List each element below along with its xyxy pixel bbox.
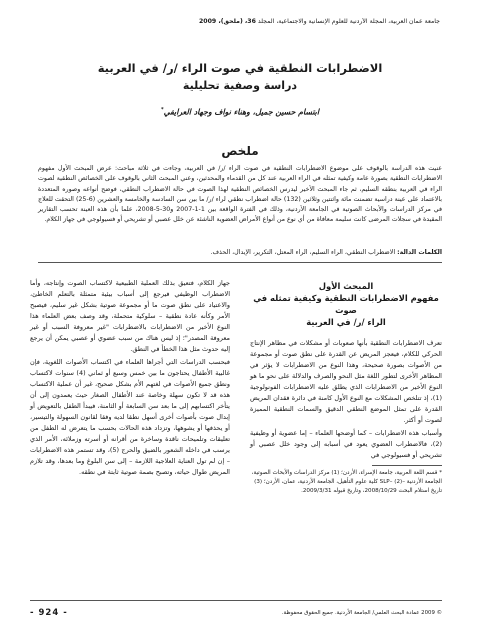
article-title: الاضطرابات النطقية في صوت الراء /ر/ في العربية bbox=[97, 61, 383, 75]
title-block bbox=[30, 60, 450, 117]
article-subtitle: دراسة وصفية تحليلية bbox=[182, 79, 298, 92]
running-header bbox=[30, 18, 440, 25]
keywords-label: الكلمات الدالة: bbox=[397, 249, 442, 256]
authors bbox=[30, 107, 450, 117]
footnotes: * قسم اللغة العربية، جامعة الإسراء، الأردن؛ (1) مركز الدراسات والأبحاث الصوتية، الجامعة الأردنية –SLP– (2) كلية علوم التأهيل، الجامعة الأردنية، عمان، الأردن؛ (3) تاريخ استلام البحث 2008/10/29، وتاريخ قبوله 2009/3/31. bbox=[251, 470, 442, 494]
column-right bbox=[250, 278, 442, 496]
paragraph: جهاز الكلام، فتعيق بذلك العملية الطبيعية لاكتساب الصوت وإنتاجه، وأما الاضطراب الوظيفي فيرجع إلى أسباب بيئية متمثلة بالتعلم الخاطئ، والاعتياد على نطق صوت ما أو مجموعة صوتية بشكل غير سليم، فيصبح الأمر وكأنه عادة نطقية – سلوكية متحملة، وقد وصف بعض العلماء هذا النوع الأخير من الاضطرابات بالاضطرابات "غير معروفة السبب أو غير معروفة المصدر"؛ إذ ليس هناك من سبب عضوي أو عصبي يمكن أن يرجع إليه حدوث مثل هذا الخطأ في النطق. bbox=[30, 279, 230, 353]
paragraph: وأسباب هذه الاضطرابات – كما أوضحها العلماء – إما عضوية أو وظيفية (2)، فالاضطراب العضوي يعود في أسبابه إلى وجود خلل عصبي أو تشريحي أو فسيولوجي في bbox=[250, 429, 442, 459]
paragraph: تعرف الاضطرابات النطقية بأنها صعوبات أو مشكلات في مظاهر الإنتاج الحركي للكلام، فيعجز المريض عن القدرة على نطق صوت أو مجموعة من الأصوات بصورة صحيحة، وهذا النوع من الاضطرابات لا يؤثر في المظاهر الأخرى لتطور اللغة مثل النحو والصرف والدلالة على نحو ما هو النوع الأخير من الاضطرابات الذي يطلق عليه الاضطرابات الفونولوجية (1)، إذ تتلخص المشكلات مع النوع الأول كامنة في دائرة فقدان المريض القدرة على تمثل الموضع النطقي الدقيق والسمات النطقية المميزة لصوت أو أكثر. bbox=[250, 339, 442, 424]
section-heading bbox=[250, 280, 442, 328]
abstract-heading: ملخص bbox=[221, 144, 259, 158]
page-footer bbox=[30, 606, 442, 620]
author-footnote-mark: * bbox=[160, 107, 164, 113]
page-number: - 924 - bbox=[30, 608, 68, 618]
copyright-notice: © 2009 عمادة البحث العلمي/ الجامعة الأردنية. جميع الحقوق محفوظة. bbox=[281, 610, 442, 616]
section-heading-line1: المبحث الأول bbox=[318, 281, 374, 291]
abstract-divider bbox=[38, 262, 442, 263]
keywords-list: الاضطراب النطقي، الراء السليم، الراء المعتل، التكرير، الإبدال، الحذف. bbox=[210, 249, 396, 256]
column-left bbox=[30, 278, 230, 480]
section-heading-line3: الراء /ر/ في العربية bbox=[306, 317, 386, 327]
section-heading-line2: مفهوم الاضطرابات النطقية وكيفية تمثله في صوت bbox=[253, 293, 439, 315]
footnote-divider bbox=[372, 465, 442, 466]
author-names: ابتسام حسين جميل، وهناء نواف وجهاد العرايفي bbox=[163, 107, 320, 117]
paragraph: فبحسب الدراسات التي أجراها العلماء في اكتساب الأصوات اللغوية، فإن غالبية الأطفال يحتاجون ما بين خمس وسبع أو ثماني (4) سنوات لاكتساب ونطق جميع الأصوات في لغتهم الأم بشكل صحيح، غير أن عملية الاكتساب هذه قد لا تكون سهلة وخاصة عند الأطفال الصغار حيث يعمدون إلى أن يتأخر اكتسابهم إلى ما بعد سن السابعة أو الثامنة، فيبدأ الطفل بالتعويض أو إبدال صوت بأصوات أخرى أسهل نطقا لديه وفقا لقانون السهولة والتيسير، أو يحذفها أو يشوهها، وتزداد هذه الحالات بحسب ما يتعرض له الطفل من تعليقات وتلميحات ناقدة وساخرة من أقرانه أو أسرته وزملائه، الأمر الذي يرسب في داخله الشعور بالضيق والحرج (5)، وقد تستمر هذه الاضطرابات – إن لم تول العناية العلاجية اللازمة – إلى سن البلوغ وما بعدها، وقد تلازم المريض طوال حياته، وتصبح بصمة صوتية ثابتة في نطقه. bbox=[30, 358, 230, 476]
header-journal: جامعة عمان العربية، المجلة الأردنية للعلوم الإنسانية والاجتماعية، المجلد bbox=[257, 18, 440, 25]
abstract-text: عنيت هذه الدراسة بالوقوف على موضوع الاضطرابات النطقية في صوت الراء /ر/ في العربية، وجاءت في ثلاثة مباحث: عرض المبحث الأول مفهوم الاضطرابات النطقية بصورة عامة وكيفية تمثله في الراء العربية عند كل من القدماء والمحدثين، وعني المبحث الثاني بالوقوف على الخصائص النطقية لصوت الراء في العربية بنطقه السليم، ثم جاء المبحث الأخير ليدرس الخصائص النطقية لهذا الصوت في حالة الاضطراب النطقي، فوضح أنواعه وصوره المتعددة بالاعتماد على عينة دراسية تضمنت مائة واثنتين وثلاثين (132) حالة اضطراب نطقي لراء /ر/ ما بين سن السادسة والخامسة والعشرين (6-25) التحقت للعلاج في مركز الدراسات والأبحاث الصوتية في الجامعة الأردنية، وذلك في الفترة الواقعة بين 1-1-2007 و30-5-2008، علما بأن هذه العينة تحسب التقارير المقيدة في سجلات المرضى كانت سليمة معافاة من أي نوع من أنواع الأمراض العضوية الناشئة عن خلل عصبي أو تشريحي أو فسيولوجي في جهاز الكلام. bbox=[38, 165, 443, 224]
footer-divider bbox=[30, 600, 442, 601]
header-volume: 36، (ملحق)، 2009 bbox=[198, 18, 256, 25]
keywords bbox=[38, 248, 442, 258]
